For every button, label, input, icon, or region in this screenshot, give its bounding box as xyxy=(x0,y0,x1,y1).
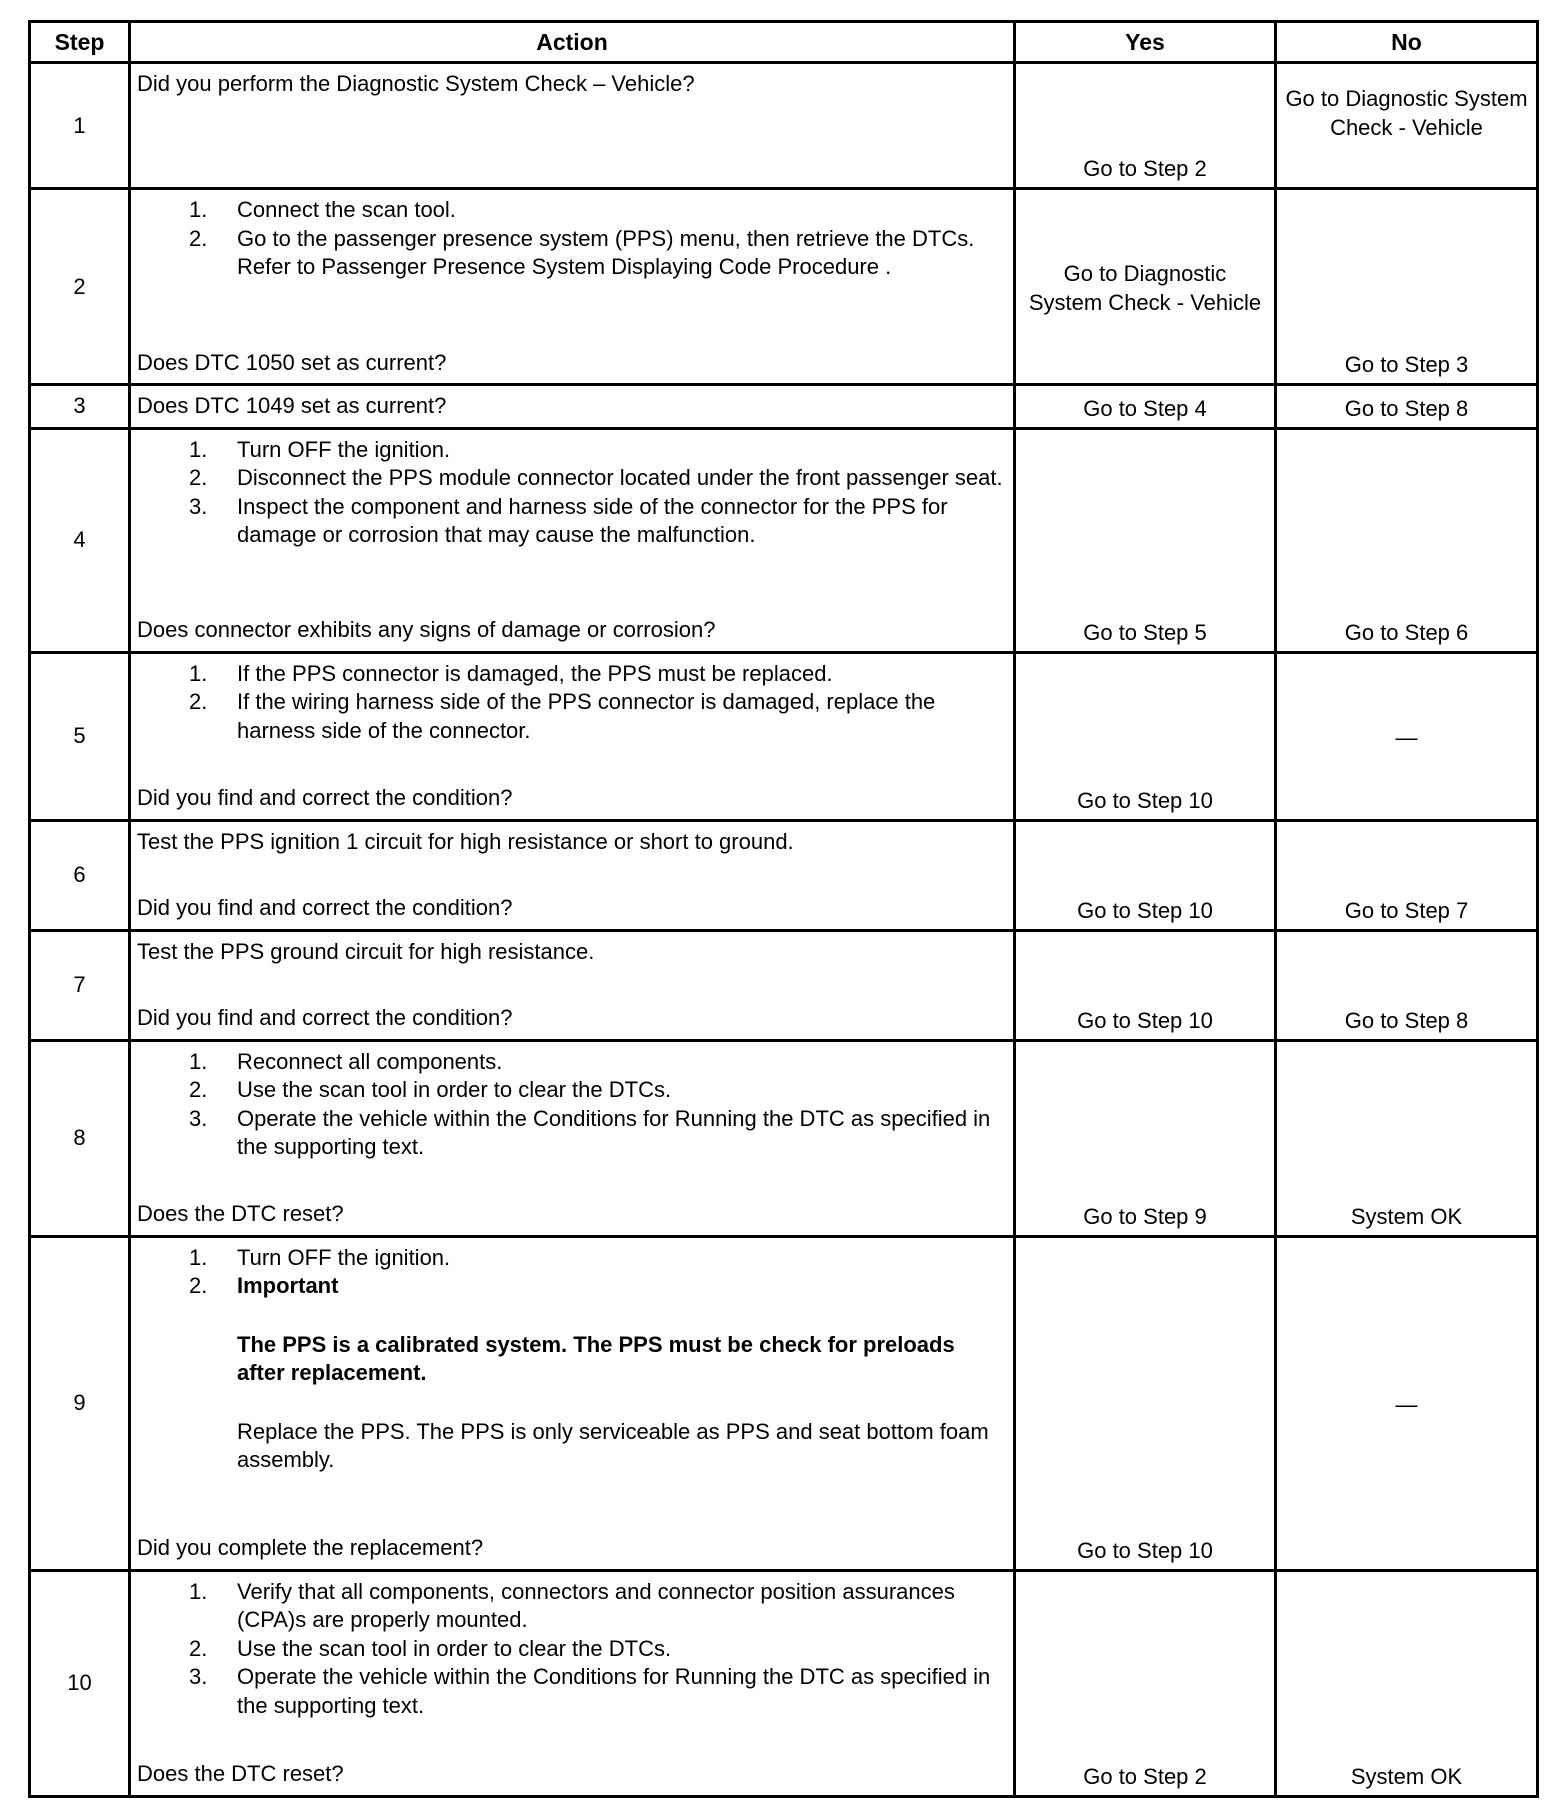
list-item-text: 3. Operate the vehicle within the Conditions for Running the DTC as specified in the supporting text. xyxy=(237,1105,991,1159)
list-item xyxy=(189,464,1005,493)
action-steps-list xyxy=(137,196,1005,282)
no-result: — xyxy=(1276,1236,1538,1570)
action-cell xyxy=(130,1236,1015,1570)
step-number: 5 xyxy=(30,652,130,820)
list-item-text: 3. Inspect the component and harness side of the connector for the PPS for damage or corrosion that may cause the malfunction. xyxy=(237,493,948,547)
step-number: 8 xyxy=(30,1040,130,1236)
table-row xyxy=(30,1040,1538,1236)
list-item xyxy=(189,436,1005,465)
list-item-text: 2. Disconnect the PPS module connector located under the front passenger seat. xyxy=(237,465,1003,490)
list-item xyxy=(189,1635,1005,1664)
table-row xyxy=(30,1570,1538,1796)
yes-result: Go to Step 2 xyxy=(1015,1570,1276,1796)
action-cell xyxy=(130,820,1015,930)
action-cell xyxy=(130,63,1015,189)
no-result: System OK xyxy=(1276,1040,1538,1236)
header-row xyxy=(30,22,1538,63)
list-item xyxy=(189,1272,1005,1475)
action-question: Does the DTC reset? xyxy=(137,1761,344,1786)
action-cell xyxy=(130,652,1015,820)
step-number: 9 xyxy=(30,1236,130,1570)
action-steps-list xyxy=(137,660,1005,746)
yes-result: Go to Step 10 xyxy=(1015,930,1276,1040)
list-item xyxy=(189,1048,1005,1077)
table-row xyxy=(30,385,1538,429)
action-cell xyxy=(130,385,1015,429)
action-steps-list xyxy=(137,1048,1005,1162)
list-item xyxy=(189,1244,1005,1273)
yes-result: Go to Step 5 xyxy=(1015,428,1276,652)
important-note: The PPS is a calibrated system. The PPS must be check for preloads after replacement. xyxy=(237,1331,955,1385)
step-number: 4 xyxy=(30,428,130,652)
list-item-text: 1. If the PPS connector is damaged, the PPS must be replaced. xyxy=(237,660,833,686)
list-item-text: 1. Turn OFF the ignition. xyxy=(237,436,451,462)
list-item-text: 2. Use the scan tool in order to clear the DTCs. xyxy=(237,1077,672,1102)
action-intro: Test the PPS ignition 1 circuit for high resistance or short to ground. xyxy=(137,828,794,854)
action-question: Did you find and correct the condition? xyxy=(137,785,513,810)
yes-result: Go to Step 9 xyxy=(1015,1040,1276,1236)
list-item-text: 2. Use the scan tool in order to clear the DTCs. xyxy=(237,1635,672,1661)
no-result: Go to Step 3 xyxy=(1276,189,1538,385)
list-item-text: 2. Go to the passenger presence system (PPS) menu, then retrieve the DTCs. Refer to Passenger Presence System Displaying Code Procedure . xyxy=(237,225,975,279)
list-item xyxy=(189,493,1005,550)
table-body xyxy=(30,63,1538,1797)
no-result: Go to Step 8 xyxy=(1276,385,1538,429)
action-question: Does DTC 1050 set as current? xyxy=(137,349,447,375)
action-intro: Test the PPS ground circuit for high resistance. xyxy=(137,938,595,964)
step-number: 2 xyxy=(30,189,130,385)
action-steps-list xyxy=(137,1578,1005,1721)
action-question: Does connector exhibits any signs of damage or corrosion? xyxy=(137,617,716,642)
step-number: 6 xyxy=(30,820,130,930)
table-row xyxy=(30,189,1538,385)
action-question: Did you find and correct the condition? xyxy=(137,895,513,920)
list-item xyxy=(189,1105,1005,1162)
header-step: Step xyxy=(30,22,130,63)
list-item-text: 2. If the wiring harness side of the PPS connector is damaged, replace the harness side of the connector. xyxy=(237,689,936,743)
action-intro: Did you perform the Diagnostic System Check – Vehicle? xyxy=(137,71,695,96)
yes-result: Go to Step 2 xyxy=(1015,63,1276,189)
yes-result: Go to Step 10 xyxy=(1015,652,1276,820)
action-question: Did you find and correct the condition? xyxy=(137,1005,513,1030)
list-item xyxy=(189,1578,1005,1635)
yes-result: Go to Step 10 xyxy=(1015,1236,1276,1570)
table-row xyxy=(30,820,1538,930)
step-number: 3 xyxy=(30,385,130,429)
action-question: Does DTC 1049 set as current? xyxy=(137,393,447,418)
list-item xyxy=(189,660,1005,689)
action-steps-list xyxy=(137,436,1005,550)
no-result: Go to Diagnostic System Check - Vehicle xyxy=(1276,63,1538,189)
step-number: 10 xyxy=(30,1570,130,1796)
yes-result: Go to Step 10 xyxy=(1015,820,1276,930)
action-cell xyxy=(130,1040,1015,1236)
table-row xyxy=(30,428,1538,652)
no-result: — xyxy=(1276,652,1538,820)
no-result: Go to Step 7 xyxy=(1276,820,1538,930)
list-item xyxy=(189,196,1005,225)
action-question: Did you complete the replacement? xyxy=(137,1535,484,1560)
table-row xyxy=(30,63,1538,189)
step-number: 1 xyxy=(30,63,130,189)
list-item-text: 1. Reconnect all components. xyxy=(237,1048,503,1074)
table-row xyxy=(30,652,1538,820)
action-cell xyxy=(130,189,1015,385)
list-item xyxy=(189,225,1005,282)
instruction-text: Replace the PPS. The PPS is only serviceable as PPS and seat bottom foam assembly. xyxy=(237,1418,989,1472)
step-number: 7 xyxy=(30,930,130,1040)
list-item-text: 1. Connect the scan tool. xyxy=(237,197,456,222)
header-action: Action xyxy=(130,22,1015,63)
list-item-text: 1. Verify that all components, connectors and connector position assurances (CPA)s are properly mounted. xyxy=(237,1578,955,1632)
no-result: System OK xyxy=(1276,1570,1538,1796)
list-item xyxy=(189,1663,1005,1720)
list-item-text: 3. Operate the vehicle within the Conditions for Running the DTC as specified in the supporting text. xyxy=(237,1664,991,1718)
diagnostic-table xyxy=(28,20,1539,1798)
header-yes: Yes xyxy=(1015,22,1276,63)
action-steps-list xyxy=(137,1244,1005,1475)
header-no: No xyxy=(1276,22,1538,63)
no-result: Go to Step 8 xyxy=(1276,930,1538,1040)
list-item xyxy=(189,1076,1005,1105)
yes-result: Go to Step 4 xyxy=(1015,385,1276,429)
action-question: Does the DTC reset? xyxy=(137,1201,344,1226)
action-cell xyxy=(130,428,1015,652)
action-cell xyxy=(130,1570,1015,1796)
yes-result: Go to Diagnostic System Check - Vehicle xyxy=(1015,189,1276,385)
table-row xyxy=(30,930,1538,1040)
list-item xyxy=(189,688,1005,745)
no-result: Go to Step 6 xyxy=(1276,428,1538,652)
list-item-text: 2. Important xyxy=(237,1273,339,1298)
table-row xyxy=(30,1236,1538,1570)
list-item-text: 1. Turn OFF the ignition. xyxy=(237,1244,451,1270)
action-cell xyxy=(130,930,1015,1040)
